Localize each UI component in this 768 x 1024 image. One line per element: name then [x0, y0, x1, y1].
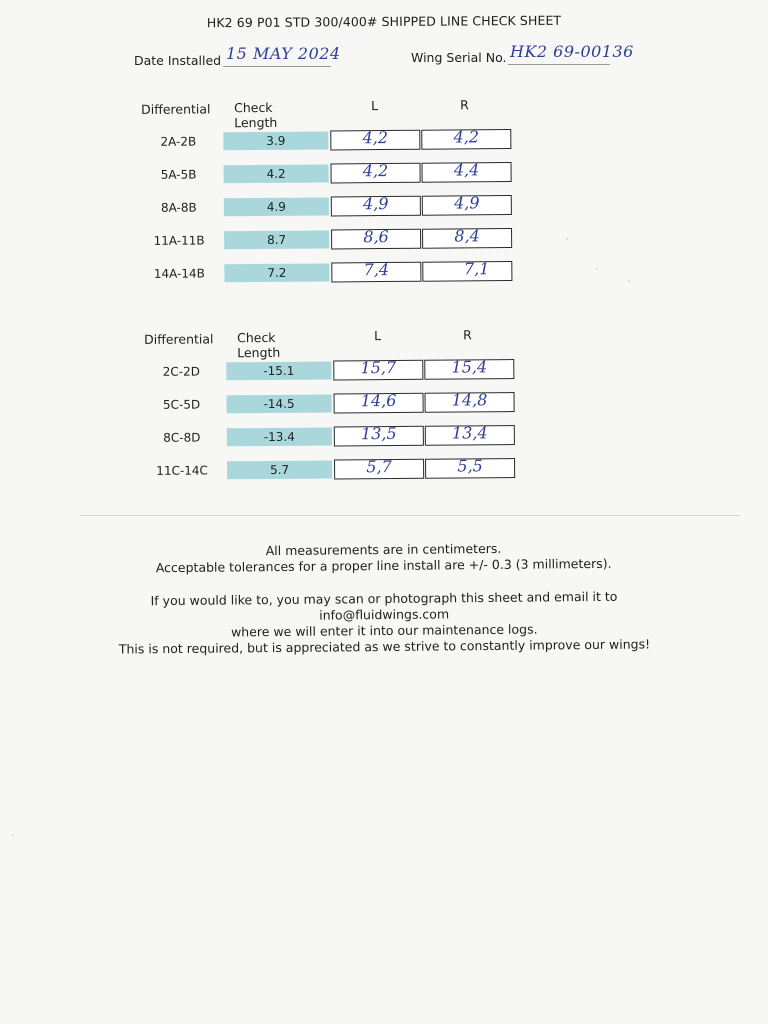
l-measure-box[interactable]: [333, 357, 423, 381]
col-l: L: [370, 98, 379, 114]
r-value: 8,4: [454, 226, 480, 246]
check-length-cell: 4.9: [224, 197, 329, 216]
l-value: 5,7: [366, 456, 392, 477]
check-length-cell: 8.7: [224, 230, 329, 249]
col-r: R: [462, 327, 472, 343]
col-check-length: Check Length: [237, 329, 281, 361]
r-value: 14,8: [451, 390, 488, 410]
l-measure-box[interactable]: [330, 127, 420, 151]
scan-speck: [12, 834, 14, 836]
note-scan: If you would like to, you may scan or photograph this sheet and email it to: [150, 588, 618, 609]
scan-speck: [596, 268, 598, 270]
r-measure-box[interactable]: [425, 392, 515, 413]
date-underline: [223, 66, 331, 67]
l-value: 14,6: [360, 390, 397, 411]
r-value: 7,1: [463, 259, 490, 279]
l-measure-box[interactable]: [331, 226, 421, 250]
note-logs: where we will enter it into our maintenance logs.: [230, 621, 538, 640]
col-differential: Differential: [141, 101, 211, 117]
r-measure-box[interactable]: [425, 425, 515, 446]
l-measure-box[interactable]: [334, 390, 424, 414]
l-value: 4,2: [362, 160, 389, 181]
check-length-cell: -13.4: [227, 427, 332, 446]
l-measure-box[interactable]: [334, 423, 424, 447]
l-measure-box[interactable]: [331, 259, 421, 283]
sheet-title: HK2 69 P01 STD 300/400# SHIPPED LINE CHECK SHEET: [206, 12, 562, 31]
differential-cell: 5A-5B: [160, 167, 197, 182]
table-row: [137, 392, 537, 415]
r-measure-box[interactable]: [425, 458, 515, 479]
wing-serial-label: Wing Serial No.: [411, 50, 507, 65]
differential-cell: 14A-14B: [153, 266, 205, 281]
note-appreciation: This is not required, but is appreciated as we strive to constantly improve our wings!: [118, 636, 651, 657]
fold-line: [80, 515, 740, 516]
check-length-cell: -15.1: [226, 361, 331, 380]
r-value: 13,4: [451, 423, 488, 443]
r-measure-box[interactable]: [422, 261, 512, 282]
r-measure-box[interactable]: [421, 129, 511, 150]
l-measure-box[interactable]: [331, 193, 421, 217]
scan-speck: [628, 280, 630, 282]
l-value: 7,4: [363, 259, 390, 280]
check-length-cell: 3.9: [223, 131, 328, 150]
r-measure-box[interactable]: [422, 195, 512, 216]
differential-cell: 2C-2D: [162, 364, 200, 379]
l-value: 15,7: [360, 357, 397, 378]
l-value: 4,2: [362, 127, 389, 148]
table-row: [134, 195, 534, 218]
check-length-cell: -14.5: [227, 394, 332, 413]
r-measure-box[interactable]: [422, 228, 512, 249]
l-value: 4,9: [363, 193, 389, 214]
scan-speck: [566, 238, 568, 240]
l-value: 8,6: [363, 226, 389, 247]
l-measure-box[interactable]: [331, 160, 421, 184]
check-length-cell: 7.2: [224, 263, 329, 282]
note-email[interactable]: info@fluidwings.com: [319, 606, 450, 623]
r-value: 15,4: [451, 357, 488, 377]
differential-cell: 8A-8B: [160, 200, 197, 215]
col-check-length: Check Length: [234, 99, 278, 131]
check-length-cell: 5.7: [227, 460, 332, 479]
note-units: All measurements are in centimeters.: [265, 540, 502, 559]
date-installed-value: 15 MAY 2024: [226, 44, 341, 63]
date-installed-label: Date Installed: [134, 53, 222, 68]
col-l: L: [373, 328, 382, 344]
table-row: [136, 359, 536, 382]
r-value: 4,9: [454, 193, 480, 213]
table-row: [133, 129, 533, 152]
table-row: [137, 458, 537, 481]
note-tolerance: Acceptable tolerances for a proper line install are +/- 0.3 (3 millimeters).: [155, 555, 612, 576]
notes-block: [0, 538, 768, 658]
r-measure-box[interactable]: [422, 162, 512, 183]
differential-cell: 8C-8D: [163, 430, 201, 445]
differential-cell: 11C-14C: [156, 463, 208, 478]
col-r: R: [459, 97, 469, 113]
r-value: 5,5: [457, 456, 483, 476]
table-row: [137, 425, 537, 448]
differential-cell: 5C-5D: [162, 397, 201, 412]
l-measure-box[interactable]: [334, 456, 424, 480]
check-length-cell: 4.2: [224, 164, 329, 183]
wing-serial-value: HK2 69-00136: [510, 42, 634, 61]
r-value: 4,2: [453, 127, 480, 147]
r-value: 4,4: [453, 160, 480, 180]
serial-underline: [508, 64, 610, 65]
col-differential: Differential: [144, 331, 214, 347]
table-row: [134, 261, 534, 284]
differential-cell: 2A-2B: [160, 134, 197, 149]
table-row: [134, 162, 534, 185]
table-row: [134, 228, 534, 251]
r-measure-box[interactable]: [424, 359, 514, 380]
differential-cell: 11A-11B: [153, 233, 205, 248]
l-value: 13,5: [360, 423, 397, 444]
